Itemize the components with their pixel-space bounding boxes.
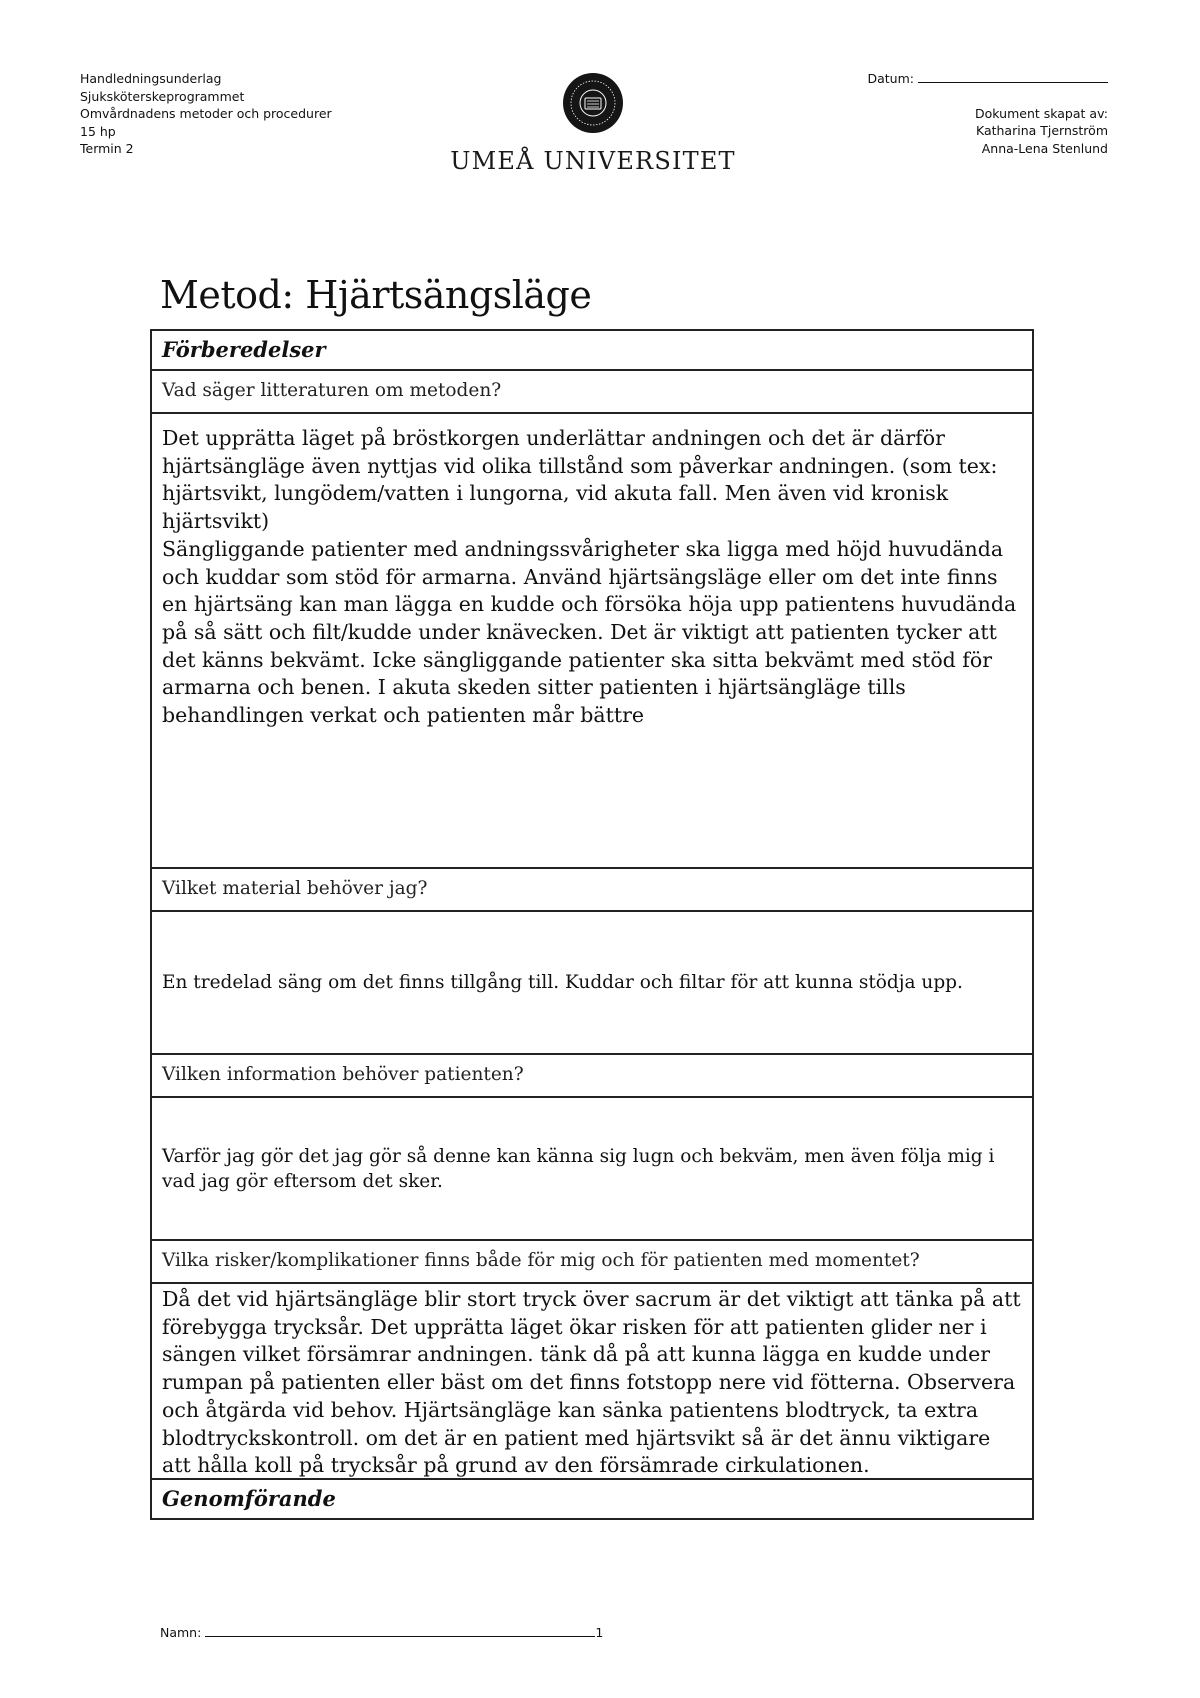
answer-information-text: Varför jag gör det jag gör så denne kan känna sig lugn och bekväm, men även följa mig i vad jag gör eftersom det sker.	[162, 1145, 995, 1192]
question-information: Vilken information behöver patienten?	[152, 1055, 1032, 1098]
header-line: 15 hp	[80, 123, 116, 139]
section-heading-execution: Genomförande	[152, 1480, 1032, 1520]
question-risks: Vilka risker/komplikationer finns både för mig och för patienten med momentet?	[152, 1241, 1032, 1284]
header-course-info	[80, 70, 332, 158]
page-title: Metod: Hjärtsängsläge	[160, 273, 592, 318]
author-name: Anna-Lena Stenlund	[981, 140, 1108, 156]
date-line	[918, 70, 1108, 83]
date-label: Datum:	[867, 71, 914, 86]
section-heading-preparations: Förberedelser	[152, 331, 1032, 371]
question-material: Vilket material behöver jag?	[152, 869, 1032, 912]
university-name: UMEÅ UNIVERSITET	[450, 147, 736, 175]
answer-risks: Då det vid hjärtsängläge blir stort tryck över sacrum är det viktigt att tänka på att förebygga trycksår. Det upprätta läget ökar risken för att patienten glider ner i sängen vilket försämrar andningen. tänk då på att kunna lägga en kudde under rumpan på patienten eller bäst om det finns fotstopp nere vid fötterna. Observera och åtgärda vid behov. Hjärtsängläge kan sänka patientens blodtryck, ta extra blodtryckskontroll. om det är en patient med hjärtsvikt så är det ännu viktigare att hålla koll på trycksår på grund av den försämrade cirkulationen.	[152, 1284, 1032, 1480]
created-by-label: Dokument skapat av:	[975, 105, 1108, 121]
date-field	[868, 70, 1109, 88]
header-line: Omvårdnadens metoder och procedurer	[80, 106, 332, 121]
answer-material	[152, 912, 1032, 1055]
university-logo	[448, 72, 738, 175]
university-seal-icon	[562, 72, 624, 134]
answer-material-text: En tredelad säng om det finns tillgång till. Kuddar och filtar för att kunna stödja upp.	[162, 972, 963, 993]
page-number: 1	[595, 1625, 604, 1640]
header-line: Handledningsunderlag	[80, 71, 222, 86]
name-line	[205, 1624, 595, 1637]
header-line: Sjuksköterskeprogrammet	[80, 88, 245, 104]
header-line: Termin 2	[80, 141, 134, 156]
answer-information	[152, 1098, 1032, 1241]
method-form	[150, 329, 1034, 1520]
header-document-info	[868, 70, 1109, 157]
name-label: Namn:	[160, 1625, 202, 1640]
question-literature: Vad säger litteraturen om metoden?	[152, 371, 1032, 414]
footer-name-field	[160, 1624, 603, 1640]
answer-literature: Det upprätta läget på bröstkorgen underlättar andningen och det är därför hjärtsängläge även nyttjas vid olika tillstånd som påverkar andningen. (som tex: hjärtsvikt, lungödem/vatten i lungorna, vid akuta fall. Men även vid kronisk hjärtsvikt) Sängliggande patienter med andningssvårigheter ska ligga med höjd huvudända och kuddar som stöd för armarna. Använd hjärtsängsläge eller om det inte finns en hjärtsäng kan man lägga en kudde och försöka höja upp patientens huvudända på så sätt och filt/kudde under knävecken. Det är viktigt att patienten tycker att det känns bekvämt. Icke sängliggande patienter ska sitta bekvämt med stöd för armarna och benen. I akuta skeden sitter patienten i hjärtsängläge tills behandlingen verkat och patienten mår bättre	[152, 414, 1032, 869]
author-name: Katharina Tjernström	[975, 123, 1108, 138]
